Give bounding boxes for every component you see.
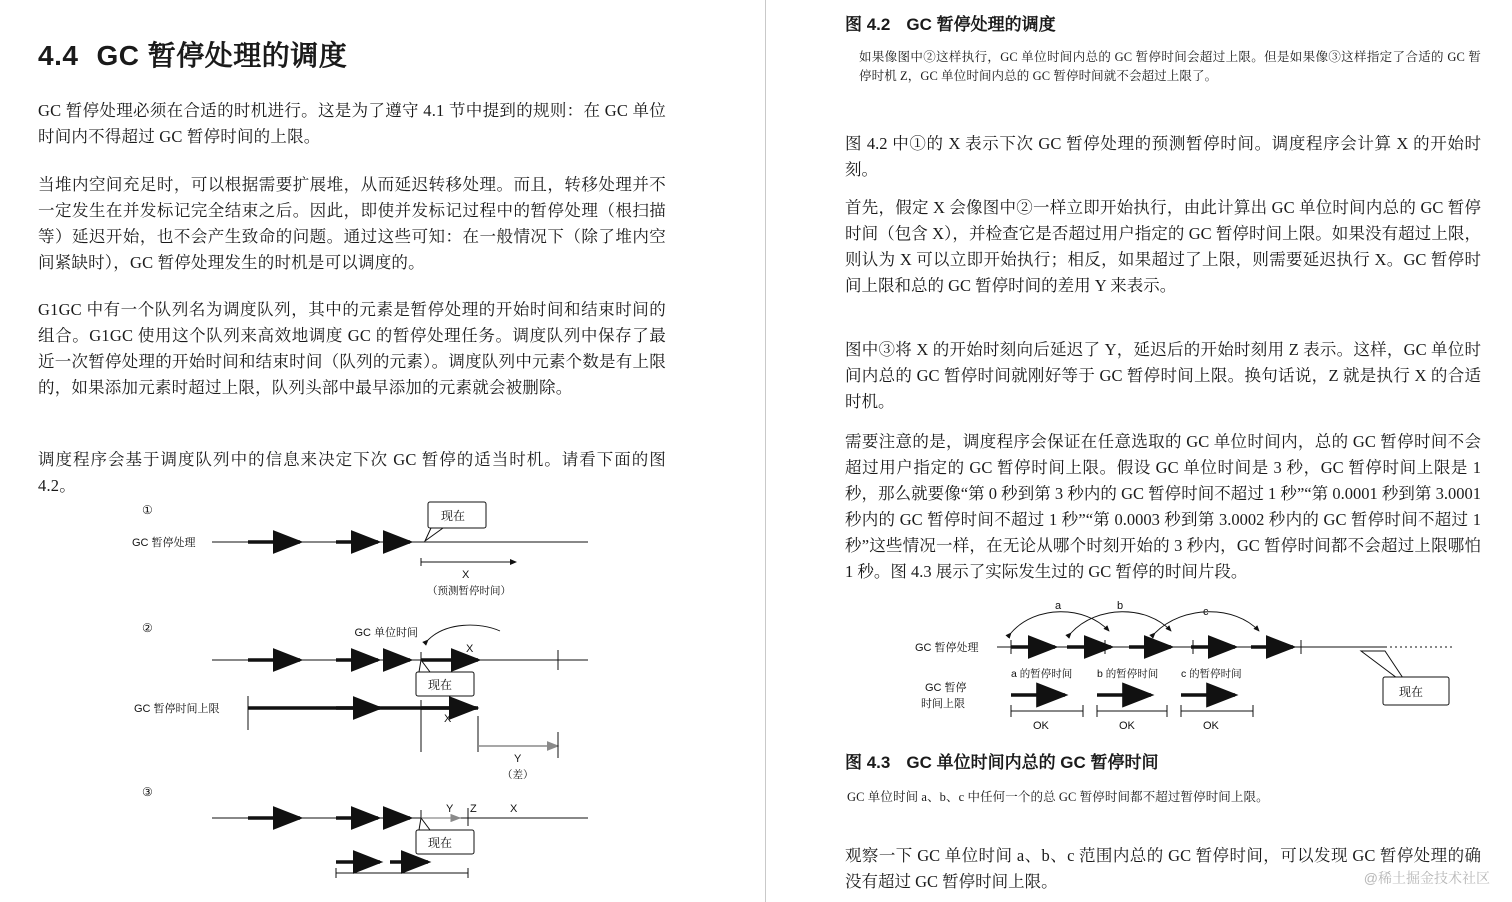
- svg-text:OK: OK: [1033, 720, 1049, 732]
- svg-text:b: b: [1117, 600, 1124, 612]
- column-divider: [765, 0, 766, 902]
- svg-text:OK: OK: [1119, 720, 1135, 732]
- svg-text:a: a: [1055, 600, 1062, 612]
- svg-text:现在: 现在: [428, 678, 453, 692]
- figure-4-3-caption: [845, 748, 1159, 773]
- svg-text:现在: 现在: [1399, 685, 1424, 699]
- figure-4-2-note: 如果像图中②这样执行，GC 单位时间内总的 GC 暂停时间会超过上限。但是如果像③这样指定了合适的 GC 暂停时机 Z，GC 单位时间内总的 GC 暂停时间就不会超过上限了。: [859, 50, 1481, 83]
- section-title: GC 暂停处理的调度: [96, 40, 348, 71]
- figure-4-3-label: 图 4.3: [845, 753, 891, 772]
- svg-text:（预测暂停时间）: （预测暂停时间）: [427, 585, 511, 597]
- figure-4-2-title: GC 暂停处理的调度: [906, 15, 1056, 34]
- svg-text:GC 暂停处理: GC 暂停处理: [132, 537, 196, 549]
- svg-text:GC 暂停处理: GC 暂停处理: [915, 642, 979, 654]
- figure-4-3-title: GC 单位时间内总的 GC 暂停时间: [906, 753, 1159, 772]
- figure-4-2-label: 图 4.2: [845, 15, 891, 34]
- paragraph-4: 调度程序会基于调度队列中的信息来决定下次 GC 暂停的适当时机。请看下面的图 4.2。: [38, 450, 666, 495]
- svg-text:X: X: [466, 643, 474, 655]
- svg-text:b 的暂停时间: b 的暂停时间: [1097, 668, 1159, 680]
- right-closing-paragraph: 观察一下 GC 单位时间 a、b、c 范围内总的 GC 暂停时间，可以发现 GC 暂停处理的确没有超过 GC 暂停时间上限。: [845, 845, 1481, 891]
- svg-text:现在: 现在: [428, 836, 453, 850]
- figure-4-2-caption: [845, 10, 1056, 35]
- right-paragraph-1: 图 4.2 中①的 X 表示下次 GC 暂停处理的预测暂停时间。调度程序会计算 X 的开始时刻。: [845, 133, 1481, 179]
- svg-text:（差）: （差）: [502, 769, 534, 781]
- figure-4-2-diagram: [128, 500, 598, 880]
- svg-text:②: ②: [142, 621, 153, 635]
- svg-text:GC 单位时间: GC 单位时间: [354, 627, 418, 639]
- svg-text:c 的暂停时间: c 的暂停时间: [1181, 668, 1242, 680]
- svg-text:X: X: [462, 569, 470, 581]
- figure-4-3-diagram: [915, 595, 1475, 735]
- svg-text:c: c: [1203, 606, 1209, 618]
- svg-text:③: ③: [142, 785, 153, 799]
- svg-text:X: X: [444, 713, 452, 725]
- svg-text:现在: 现在: [441, 509, 466, 523]
- paragraph-1: GC 暂停处理必须在合适的时机进行。这是为了遵守 4.1 节中提到的规则：在 GC 单位时间内不得超过 GC 暂停时间的上限。: [38, 101, 666, 146]
- svg-text:Y: Y: [446, 803, 454, 815]
- right-column: [845, 0, 1485, 902]
- svg-text:GC 暂停: GC 暂停: [925, 682, 967, 694]
- paragraph-3: G1GC 中有一个队列名为调度队列，其中的元素是暂停处理的开始时间和结束时间的组合。G1GC 使用这个队列来高效地调度 GC 的暂停处理任务。调度队列中保存了最近一次暂停处理的开始时间和结束时间（队列的元素）。调度队列中元素个数是有上限的，如果添加元素时超过上限，队列头部中最早添加的元素就会被删除。: [38, 300, 666, 397]
- svg-text:GC 暂停时间上限: GC 暂停时间上限: [134, 703, 220, 715]
- section-number: 4.4: [38, 40, 79, 71]
- svg-text:a 的暂停时间: a 的暂停时间: [1011, 668, 1073, 680]
- svg-text:X: X: [510, 803, 518, 815]
- right-paragraph-2: 首先，假定 X 会像图中②一样立即开始执行，由此计算出 GC 单位时间内总的 GC 暂停时间（包含 X），并检查它是否超过用户指定的 GC 暂停时间上限。如果没有超过上限，则认为 X 可以立即开始执行；相反，如果超过了上限，则需要延迟执行 X。GC 暂停时间上限和总的 GC 暂停时间的差用 Y 来表示。: [845, 197, 1481, 295]
- section-heading: [38, 34, 347, 74]
- svg-text:OK: OK: [1203, 720, 1219, 732]
- right-paragraph-4: 需要注意的是，调度程序会保证在任意选取的 GC 单位时间内，总的 GC 暂停时间不会超过用户指定的 GC 暂停时间上限。假设 GC 单位时间是 3 秒，GC 暂停时间上限是 1 秒，那么就要像“第 0 秒到第 3 秒内的 GC 暂停时间不超过 1 秒”“第 0.0001 秒到第 3.0001 秒内的 GC 暂停时间不超过 1 秒”“第 0.0003 秒到第 3.0002 秒内的 GC 暂停时间不超过 1 秒”这些情况一样，在无论从哪个时刻开始的 3 秒内，GC 暂停时间都不会超过上限哪怕 1 秒。图 4.3 展示了实际发生过的 GC 暂停的时间片段。: [845, 431, 1481, 581]
- svg-text:Y: Y: [514, 753, 522, 765]
- paragraph-2: 当堆内空间充足时，可以根据需要扩展堆，从而延迟转移处理。而且，转移处理并不一定发生在并发标记完全结束之后。因此，即使并发标记过程中的暂停处理（根扫描等）延迟开始，也不会产生致命的问题。通过这些可知：在一般情况下（除了堆内空间紧缺时），GC 暂停处理发生的时机是可以调度的。: [38, 175, 666, 272]
- figure-4-3-note: GC 单位时间 a、b、c 中任何一个的总 GC 暂停时间都不超过暂停时间上限。: [847, 790, 1269, 804]
- right-paragraph-3: 图中③将 X 的开始时刻向后延迟了 Y，延迟后的开始时刻用 Z 表示。这样，GC 单位时间内总的 GC 暂停时间就刚好等于 GC 暂停时间上限。换句话说，Z 就是执行 X 的合适时机。: [845, 339, 1481, 411]
- svg-text:时间上限: 时间上限: [921, 698, 965, 710]
- left-column: [38, 0, 738, 902]
- svg-text:①: ①: [142, 503, 153, 517]
- watermark: @稀土掘金技术社区: [1363, 870, 1490, 886]
- svg-text:Z: Z: [470, 803, 477, 815]
